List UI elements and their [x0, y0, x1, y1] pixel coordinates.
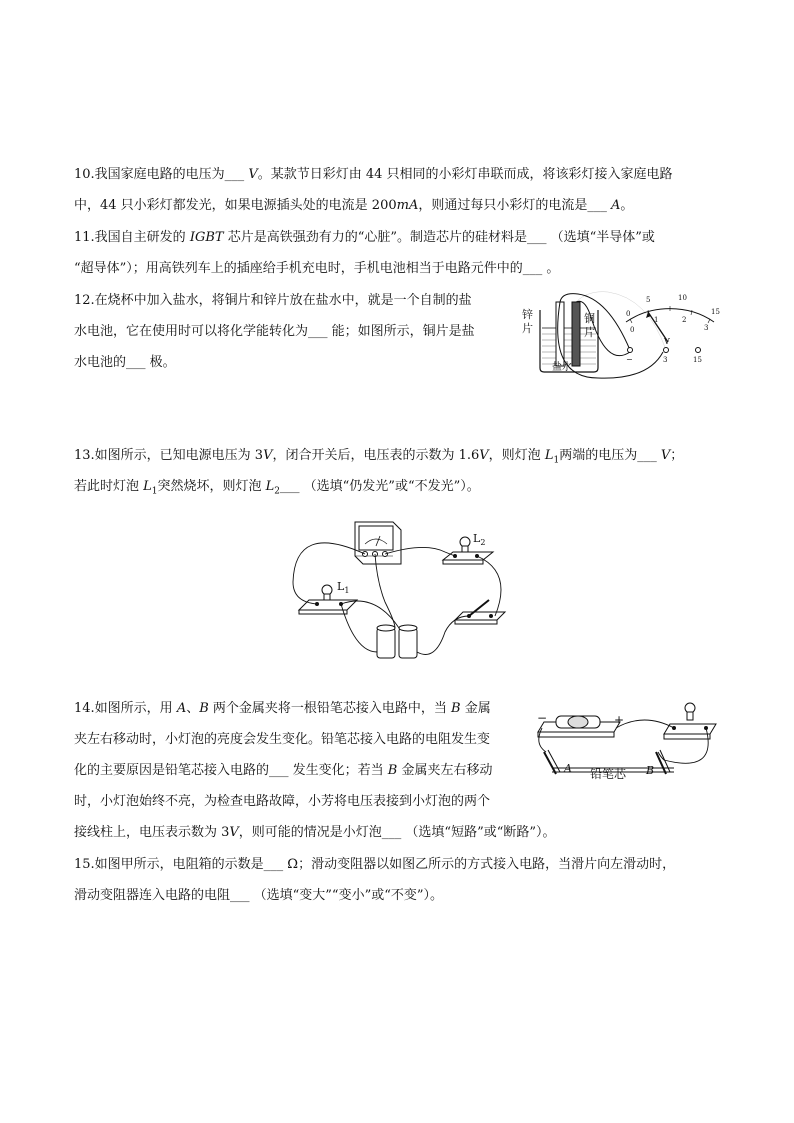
q12-line-2 [74, 323, 475, 341]
q10-line-1 [74, 166, 673, 184]
copper-label-1: 铜 [584, 312, 595, 325]
q11-line-2 [74, 260, 559, 278]
q11-text: “超导体”）；用高铁列车上的插座给手机充电时，手机电池相当于电路元件中的___ 。 [74, 261, 560, 276]
q14-text: 、 [186, 701, 200, 716]
q10-text: 10.我国家庭电路的电压为___ [74, 167, 249, 182]
q14-text: 14.如图所示，用 [74, 701, 177, 716]
q14-text: ，则可能的情况是小灯泡___ （选填“短路”或“断路”）。 [238, 825, 556, 840]
q14-line-2 [74, 731, 490, 749]
q12-text: 水电池，它在使用时可以将化学能转化为___ 能；如图所示，铜片是盐 [74, 324, 475, 339]
q14-text: 金属 [460, 701, 491, 716]
salt-water-battery-figure [518, 288, 728, 380]
clip-B: B [199, 701, 209, 716]
q11-text: 芯片是高铁强劲有力的“心脏”。制造芯片的硅材料是___ （选填“半导体”或 [223, 230, 655, 245]
q12-text: 12.在烧杯中加入盐水，将铜片和锌片放在盐水中，就是一个自制的盐 [74, 293, 472, 308]
q13-line-2 [74, 478, 480, 501]
pencil-lead-label: 铅笔芯 [590, 767, 627, 781]
lamp-subscript: 2 [274, 486, 281, 497]
q10-text: ，则通过每只小彩灯的电流是___ [418, 198, 611, 213]
unit-volt: V [660, 448, 671, 463]
q12-text: 水电池的___ 极。 [74, 355, 176, 370]
q10-text: 中，44 只小彩灯都发光，如果电源插头处的电流是 200 [74, 198, 397, 213]
q15-line-1 [74, 856, 675, 874]
q13-text: ，闭合开关后，电压表的示数为 1.6 [272, 448, 480, 463]
zinc-label-2: 片 [522, 322, 533, 335]
scale-bottom-1: 1 [654, 316, 659, 324]
q10-text: 。某款节日彩灯由 44 只相同的小彩灯串联而成，将该彩灯接入家庭电路 [257, 167, 673, 182]
scale-bottom-2: 2 [682, 316, 687, 324]
q13-text: ； [670, 448, 684, 463]
q13-text: 若此时灯泡 [74, 479, 144, 494]
label-A: A [564, 762, 572, 775]
scale-bottom-0: 0 [630, 326, 635, 334]
q13-text: 两端的电压为___ [559, 448, 661, 463]
q14-text: 时，小灯泡始终不亮，为检查电路故障，小芳将电压表接到小灯泡的两个 [74, 794, 491, 809]
q15-text: 滑动变阻器连入电路的电阻___ （选填“变大”“变小”或“不变”）。 [74, 888, 444, 903]
q14-text: 两个金属夹将一根铅笔芯接入电路中，当 [208, 701, 452, 716]
lamp-symbol: L [544, 448, 554, 463]
unit-ma: mA [396, 198, 419, 213]
q14-line-1 [74, 700, 491, 718]
unit-volt: V [263, 448, 273, 463]
terminal-minus: − [626, 355, 633, 364]
q10-text: 。 [620, 198, 634, 213]
battery-minus: − [537, 711, 548, 725]
scale-top-0: 0 [626, 310, 631, 318]
meter-unit: V [664, 337, 670, 346]
lamp-symbol: L [143, 479, 152, 494]
q13-text: ，则灯泡 [488, 448, 545, 463]
scale-top-10: 10 [678, 294, 687, 302]
q11-line-1 [74, 229, 655, 247]
lamp-subscript: 1 [553, 455, 560, 466]
igbt-term: IGBT [189, 230, 224, 245]
scale-top-15: 15 [711, 308, 720, 316]
copper-label-2: 片 [584, 326, 595, 339]
q11-text: 11.我国自主研发的 [74, 230, 190, 245]
terminal-3: 3 [663, 356, 668, 364]
q12-line-1 [74, 292, 472, 310]
pencil-lead-circuit-figure [534, 694, 720, 790]
q13-text: ___ （选填“仍发光”或“不发光”）。 [280, 479, 480, 494]
q14-text: 金属夹左右移动 [397, 763, 493, 778]
label-L2: $L_2$ [473, 532, 486, 547]
salt-water-label: 盐水 [552, 362, 572, 373]
battery-plus: + [614, 713, 625, 727]
lamp-subscript: 1 [151, 486, 158, 497]
q12-line-3 [74, 354, 176, 372]
q14-line-3 [74, 762, 492, 780]
terminal-15: 15 [693, 356, 702, 364]
unit-volt: V [248, 167, 258, 182]
zinc-label-1: 锌 [522, 308, 533, 321]
unit-volt: V [479, 448, 489, 463]
q13-text: 突然烧坏，则灯泡 [157, 479, 266, 494]
series-circuit-figure [285, 512, 520, 670]
unit-volt: V [229, 825, 239, 840]
lamp-symbol: L [265, 479, 275, 494]
q14-text: 接线柱上，电压表示数为 3 [74, 825, 230, 840]
scale-top-5: 5 [646, 296, 651, 304]
unit-ampere: A [610, 198, 621, 213]
q14-line-4 [74, 793, 490, 811]
q15-line-2 [74, 887, 443, 905]
q15-text: 15.如图甲所示，电阻箱的示数是___ Ω；滑动变阻器以如图乙所示的方式接入电路，当滑片向左滑动时， [74, 857, 676, 872]
q13-line-1 [74, 447, 683, 470]
q14-text: 化的主要原因是铅笔芯接入电路的___ 发生变化；若当 [74, 763, 388, 778]
clip-B: B [387, 763, 398, 778]
label-L1: $L_1$ [337, 580, 350, 595]
clip-A: A [176, 701, 187, 716]
clip-B: B [451, 701, 461, 716]
q10-line-2 [74, 197, 633, 215]
q13-text: 13.如图所示，已知电源电压为 3 [74, 448, 264, 463]
q14-line-5 [74, 824, 556, 842]
label-B: B [646, 764, 655, 777]
scale-bottom-3: 3 [704, 324, 709, 332]
q14-text: 夹左右移动时，小灯泡的亮度会发生变化。铅笔芯接入电路的电阻发生变 [74, 732, 491, 747]
